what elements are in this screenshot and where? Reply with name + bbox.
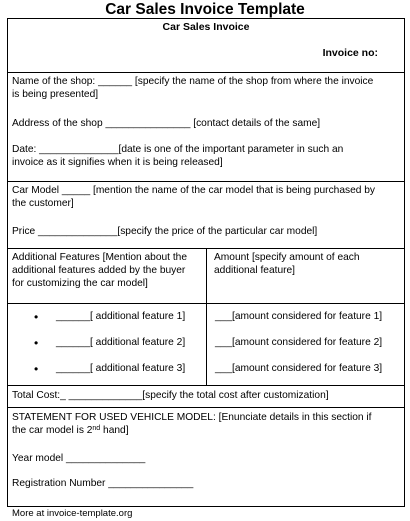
- used-vehicle-line1: STATEMENT FOR USED VEHICLE MODEL: [Enunciate details in this section if: [12, 412, 372, 423]
- invoice-form: [7, 18, 405, 507]
- shop-address: Address of the shop _______________ [contact details of the same]: [12, 118, 321, 129]
- car-model-line1: Car Model _____ [mention the name of the car model that is being purchased by: [12, 185, 376, 196]
- date-line2: invoice as it signifies when it is being released]: [12, 157, 223, 168]
- feature-1: ______[ additional feature 1]: [56, 311, 186, 322]
- car-model-line2: the customer]: [12, 198, 74, 209]
- footer-link[interactable]: More at invoice-template.org: [12, 508, 133, 519]
- invoice-header: [8, 19, 404, 72]
- used-vehicle-line2: the car model is 2nd hand]: [12, 425, 129, 436]
- car-price: Price ______________[specify the price of the particular car model]: [12, 226, 318, 237]
- amount-header-line2: additional feature]: [214, 265, 295, 276]
- invoice-number-label: Invoice no:: [322, 47, 378, 59]
- feature-3: ______[ additional feature 3]: [56, 363, 186, 374]
- total-cost: Total Cost:_ _____________[specify the total cost after customization]: [12, 390, 329, 401]
- year-model: Year model ______________: [12, 453, 146, 464]
- bullet-icon: •: [34, 362, 39, 376]
- features-header: [8, 248, 404, 303]
- amount-1: ___[amount considered for feature 1]: [215, 311, 383, 322]
- shop-section: [8, 72, 404, 181]
- column-divider: [206, 249, 207, 303]
- car-section: [8, 181, 404, 248]
- total-section: [8, 385, 404, 407]
- amount-2: ___[amount considered for feature 2]: [215, 337, 383, 348]
- bullet-icon: •: [34, 336, 39, 350]
- date-line1: Date: ______________[date is one of the important parameter in such an: [12, 144, 344, 155]
- registration-number: Registration Number _______________: [12, 478, 194, 489]
- amount-3: ___[amount considered for feature 3]: [215, 363, 383, 374]
- features-rows: [8, 303, 404, 385]
- page-title: Car Sales Invoice Template: [105, 1, 305, 18]
- features-header-line3: for customizing the car model]: [12, 278, 148, 289]
- shop-name-line2: is being presented]: [12, 89, 99, 100]
- used-vehicle-section: [8, 407, 404, 506]
- amount-header-line1: Amount [specify amount of each: [214, 252, 360, 263]
- bullet-icon: •: [34, 310, 39, 324]
- invoice-heading: Car Sales Invoice: [162, 21, 250, 33]
- column-divider: [206, 304, 207, 385]
- features-header-line1: Additional Features [Mention about the: [12, 252, 187, 263]
- feature-2: ______[ additional feature 2]: [56, 337, 186, 348]
- shop-name-line1: Name of the shop: ______ [specify the name of the shop from where the invoice: [12, 76, 374, 87]
- features-header-line2: additional features added by the buyer: [12, 265, 186, 276]
